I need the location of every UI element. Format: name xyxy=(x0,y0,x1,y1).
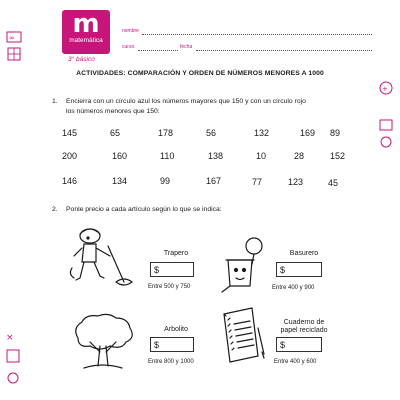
question-1-line-1: Encierra con un círculo azul los números mayores que 150 y con un círculo rojo xyxy=(66,98,306,105)
number-item[interactable]: 99 xyxy=(160,176,171,186)
number-item[interactable]: 77 xyxy=(252,177,263,187)
svg-text:×: × xyxy=(6,333,14,343)
price-range-basurero: Entre 400 y 900 xyxy=(272,285,315,291)
number-item[interactable]: 167 xyxy=(206,176,222,186)
currency-symbol: $ xyxy=(280,265,286,275)
date-label: fecha xyxy=(180,44,193,50)
price-input-cuaderno[interactable] xyxy=(276,337,322,352)
question-2-number: 2. xyxy=(52,206,58,213)
question-1-line-2: los números menores que 150: xyxy=(66,108,160,115)
question-1-number: 1. xyxy=(52,98,58,105)
page-title: ACTIVIDADES: COMPARACIÓN Y ORDEN DE NÚMEROS MENORES A 1000 xyxy=(76,70,324,77)
mop-boy-illustration xyxy=(66,222,138,294)
number-item[interactable]: 110 xyxy=(160,151,175,161)
number-item[interactable]: 146 xyxy=(62,176,78,186)
logo-subject: matemática xyxy=(69,37,103,44)
svg-text:∞: ∞ xyxy=(9,34,15,42)
number-item[interactable]: 89 xyxy=(330,128,341,138)
number-item[interactable]: 123 xyxy=(288,177,304,187)
grade-label: 3° básico xyxy=(68,56,95,63)
tree-illustration xyxy=(70,312,136,372)
number-item[interactable]: 28 xyxy=(294,151,305,161)
item-label-cuaderno-line-2: papel reciclado xyxy=(280,327,328,334)
price-range-cuaderno: Entre 400 y 600 xyxy=(274,359,317,365)
item-label-cuaderno-line-1: Cuaderno de xyxy=(283,319,325,326)
notebook-illustration xyxy=(218,304,266,366)
question-2-text: Ponle precio a cada artículo según lo que se indica: xyxy=(66,206,222,213)
item-label-basurero: Basurero xyxy=(289,250,319,257)
number-item[interactable]: 10 xyxy=(256,151,267,161)
price-input-trapero[interactable] xyxy=(150,262,194,277)
name-label: nombre xyxy=(122,28,139,34)
number-item[interactable]: 145 xyxy=(62,128,78,138)
currency-symbol: $ xyxy=(154,340,160,350)
course-label: curso xyxy=(122,44,135,50)
number-item[interactable]: 134 xyxy=(112,176,128,186)
number-item[interactable]: 138 xyxy=(208,151,224,161)
item-label-arbolito: Arbolito xyxy=(164,326,188,333)
item-label-trapero: Trapero xyxy=(163,250,189,257)
number-item[interactable]: 132 xyxy=(254,128,270,138)
number-item[interactable]: 169 xyxy=(300,128,316,138)
price-input-arbolito[interactable] xyxy=(150,337,194,352)
price-range-trapero: Entre 500 y 750 xyxy=(148,284,191,290)
number-item[interactable]: 160 xyxy=(112,151,128,161)
svg-text:+: + xyxy=(382,85,388,93)
number-item[interactable]: 45 xyxy=(328,178,339,188)
trash-bin-illustration xyxy=(218,236,270,296)
currency-symbol: $ xyxy=(154,265,160,275)
price-input-basurero[interactable] xyxy=(276,262,322,277)
price-range-arbolito: Entre 800 y 1000 xyxy=(148,359,194,365)
logo-letter: m xyxy=(72,9,100,39)
number-item[interactable]: 56 xyxy=(206,128,217,138)
item-label-cuaderno xyxy=(274,319,334,335)
number-item[interactable]: 200 xyxy=(62,151,78,161)
number-item[interactable]: 152 xyxy=(330,151,346,161)
number-item[interactable]: 178 xyxy=(158,128,174,138)
number-item[interactable]: 65 xyxy=(110,128,121,138)
currency-symbol: $ xyxy=(280,340,286,350)
